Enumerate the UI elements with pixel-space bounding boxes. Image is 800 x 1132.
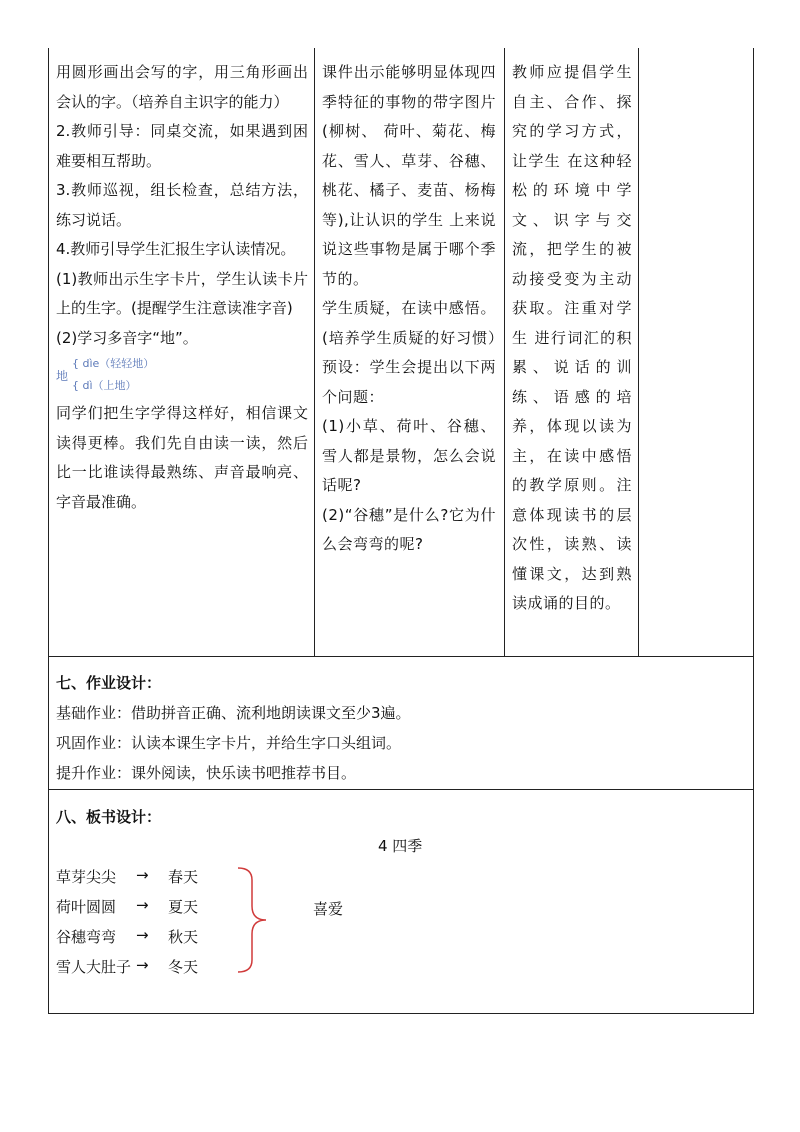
handwritten-line: { dìe（轻轻地） [72, 357, 155, 370]
process-paragraph: (1)教师出示生字卡片，学生认读卡片上的生字。(提醒学生注意读准字音) [56, 269, 308, 317]
column-divider [504, 48, 505, 656]
process-paragraph: 同学们把生字学得这样好，相信课文读得更棒。我们先自由读一读，然后比一比谁读得最熟练、声音最响亮、字音最准确。 [56, 404, 308, 511]
board-emotion: 喜爱 [313, 900, 344, 918]
handwritten-pinyin-note [56, 353, 308, 397]
board-scene: 草芽尖尖 [56, 868, 117, 886]
arrow-icon: → [136, 926, 149, 944]
activity-paragraph: (1)小草、荷叶、谷穗、雪人都是景物，怎么会说话呢? [322, 417, 496, 494]
board-season: 冬天 [168, 958, 199, 976]
homework-item: 基础作业：借助拼音正确、流利地朗读课文至少3遍。 [56, 704, 411, 722]
homework-title: 七、作业设计： [56, 674, 162, 692]
column-divider [314, 48, 315, 656]
activity-paragraph: 学生质疑，在读中感悟。(培养学生质疑的好习惯）预设：学生会提出以下两个问题： [322, 299, 496, 406]
board-scene: 谷穗弯弯 [56, 928, 117, 946]
row-divider [48, 789, 753, 790]
board-scene: 荷叶圆圆 [56, 898, 117, 916]
handwritten-line: { dì（上地） [72, 379, 137, 392]
row-divider [48, 656, 753, 657]
column-divider [638, 48, 639, 656]
process-paragraph: 用圆形画出会写的字，用三角形画出会认的字。（培养自主识字的能力） [56, 63, 308, 111]
board-season: 夏天 [168, 898, 199, 916]
arrow-icon: → [136, 956, 149, 974]
lesson-title: 4 四季 [378, 837, 423, 855]
process-paragraph: 2.教师引导：同桌交流，如果遇到困难要相互帮助。 [56, 122, 308, 170]
board-season: 秋天 [168, 928, 199, 946]
activity-paragraph: (2)“谷穗”是什么?它为什么会弯弯的呢? [322, 505, 496, 553]
board-season: 春天 [168, 868, 199, 886]
board-scene: 雪人大肚子 [56, 958, 132, 976]
board-title: 八、板书设计： [56, 808, 162, 826]
intent-paragraph: 教师应提倡学生自主、合作、探究的学习方式，让学生 在这种轻松的环境中学文、识字与交流，把学生的被动接受变为主动获取。注重对学生 进行词汇的积累、说话的训练、语感的培养，体现以读为主，在读中感悟的教学原则。注意体现读书的层次性，读熟、读懂课文，达到熟读成诵的目的。 [512, 63, 632, 612]
process-paragraph: 4.教师引导学生汇报生字认读情况。 [56, 240, 296, 258]
process-paragraph: 3.教师巡视，组长检查，总结方法，练习说话。 [56, 181, 308, 229]
brace-icon [236, 866, 270, 976]
process-paragraph: (2)学习多音字“地”。 [56, 328, 198, 347]
activity-paragraph: 课件出示能够明显体现四季特征的事物的带字图片(柳树、 荷叶、菊花、梅花、雪人、草芽、谷穗、桃花、橘子、麦苗、杨梅等),让认识的学生 上来说说这些事物是属于哪个季节的。 [322, 63, 496, 288]
handwritten-char: 地 [56, 369, 69, 383]
intent-column [512, 58, 632, 619]
homework-item: 巩固作业：认读本课生字卡片，并给生字口头组词。 [56, 734, 402, 752]
process-column [56, 58, 308, 517]
activity-column [322, 58, 496, 560]
arrow-icon: → [136, 896, 149, 914]
arrow-icon: → [136, 866, 149, 884]
homework-item: 提升作业：课外阅读，快乐读书吧推荐书目。 [56, 764, 357, 782]
